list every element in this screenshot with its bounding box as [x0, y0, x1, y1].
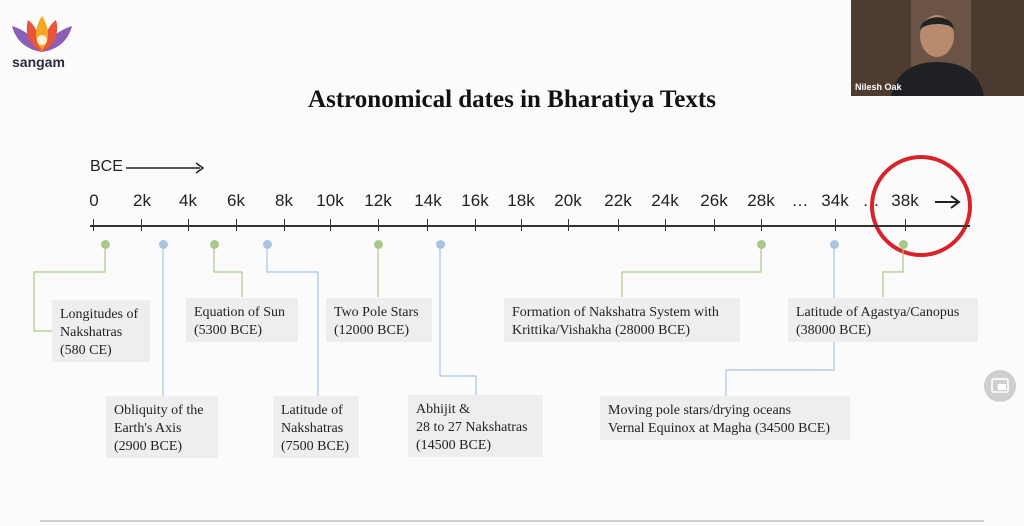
- event-box-nakshatra-longitudes: [52, 300, 150, 362]
- event-line: 28 to 27 Nakshatras: [416, 420, 528, 435]
- event-dot: [210, 240, 219, 249]
- event-line: (5300 BCE): [194, 323, 263, 338]
- event-dot: [159, 240, 168, 249]
- tick-label: 0: [89, 191, 99, 210]
- tick-label: 12k: [364, 191, 392, 210]
- event-line: Longitudes of: [60, 307, 139, 322]
- axis-tick: [141, 219, 142, 231]
- tick-label: 18k: [507, 191, 535, 210]
- axis-tick: [618, 219, 619, 231]
- event-dot: [374, 240, 383, 249]
- event-box-obliquity: [106, 396, 218, 458]
- event-line: Earth's Axis: [114, 421, 182, 436]
- axis-tick: [665, 219, 666, 231]
- tick-label: 4k: [179, 191, 197, 210]
- event-dot: [757, 240, 766, 249]
- axis-tick: [568, 219, 569, 231]
- tick-label: 20k: [554, 191, 582, 210]
- tick-label: …: [791, 191, 809, 210]
- timeline-axis: [90, 225, 970, 227]
- event-dot: [436, 240, 445, 249]
- axis-tick: [378, 219, 379, 231]
- axis-tick: [427, 219, 428, 231]
- speaker-name: Nilesh Oak: [855, 82, 902, 92]
- event-line: Two Pole Stars: [334, 305, 419, 320]
- axis-tick: [93, 219, 94, 231]
- tick-label: 14k: [414, 191, 442, 210]
- tick-label: 22k: [604, 191, 632, 210]
- event-box-agastya-canopus: [788, 298, 978, 342]
- axis-tick: [236, 219, 237, 231]
- tick-label: 38k: [891, 191, 919, 210]
- axis-tick: [521, 219, 522, 231]
- event-line: (2900 BCE): [114, 439, 183, 454]
- event-dot: [830, 240, 839, 249]
- event-line: Obliquity of the: [114, 403, 204, 418]
- event-box-moving-pole-stars: [600, 396, 850, 440]
- bce-arrow-icon: [126, 161, 206, 175]
- axis-tick: [475, 219, 476, 231]
- highlight-circle: [866, 152, 976, 262]
- axis-tick: [284, 219, 285, 231]
- tick-label: 24k: [651, 191, 679, 210]
- axis-tick: [905, 219, 906, 231]
- event-line: (580 CE): [60, 343, 112, 358]
- event-line: Formation of Nakshatra System with: [512, 305, 719, 320]
- picture-in-picture-icon: [984, 370, 1016, 402]
- tick-label: 10k: [316, 191, 344, 210]
- event-line: Vernal Equinox at Magha (34500 BCE): [608, 421, 831, 436]
- event-box-two-pole-stars: [326, 298, 432, 342]
- event-line: Moving pole stars/drying oceans: [608, 403, 792, 418]
- tick-label: 26k: [700, 191, 728, 210]
- brand-logo: [10, 12, 80, 74]
- axis-tick: [188, 219, 189, 231]
- event-line: (38000 BCE): [796, 323, 872, 338]
- tick-label: 34k: [821, 191, 849, 210]
- event-dot: [101, 240, 110, 249]
- axis-tick: [714, 219, 715, 231]
- event-box-equation-of-sun: [186, 298, 298, 342]
- event-line: Equation of Sun: [194, 305, 285, 320]
- axis-tick: [761, 219, 762, 231]
- event-line: (7500 BCE): [281, 439, 350, 454]
- event-box-nakshatra-formation: [504, 298, 740, 342]
- event-line: Latitude of: [281, 403, 343, 418]
- event-line: (14500 BCE): [416, 438, 492, 453]
- event-line: Nakshatras: [60, 325, 123, 340]
- tick-label: …: [862, 191, 880, 210]
- tick-label: 8k: [275, 191, 293, 210]
- event-dot: [899, 240, 908, 249]
- axis-tick: [835, 219, 836, 231]
- bottom-divider: [40, 520, 984, 522]
- brand-name: sangam: [12, 54, 65, 70]
- slide-title: Astronomical dates in Bharatiya Texts: [308, 86, 716, 113]
- event-box-nakshatra-latitude: [273, 396, 359, 458]
- lotus-flame-logo-icon: [10, 12, 74, 56]
- tick-label: 2k: [133, 191, 151, 210]
- speaker-video[interactable]: [851, 0, 1024, 96]
- event-line: Krittika/Vishakha (28000 BCE): [512, 323, 691, 338]
- bce-label: BCE: [90, 158, 123, 175]
- tick-label: 6k: [227, 191, 245, 210]
- pip-button[interactable]: [984, 370, 1016, 402]
- event-box-abhijit: [408, 395, 543, 457]
- axis-tick: [330, 219, 331, 231]
- tick-label: 16k: [461, 191, 489, 210]
- event-line: Abhijit &: [416, 402, 471, 417]
- event-line: Latitude of Agastya/Canopus: [796, 305, 960, 320]
- event-dot: [263, 240, 272, 249]
- event-line: (12000 BCE): [334, 323, 410, 338]
- tick-label: 28k: [747, 191, 775, 210]
- event-line: Nakshatras: [281, 421, 344, 436]
